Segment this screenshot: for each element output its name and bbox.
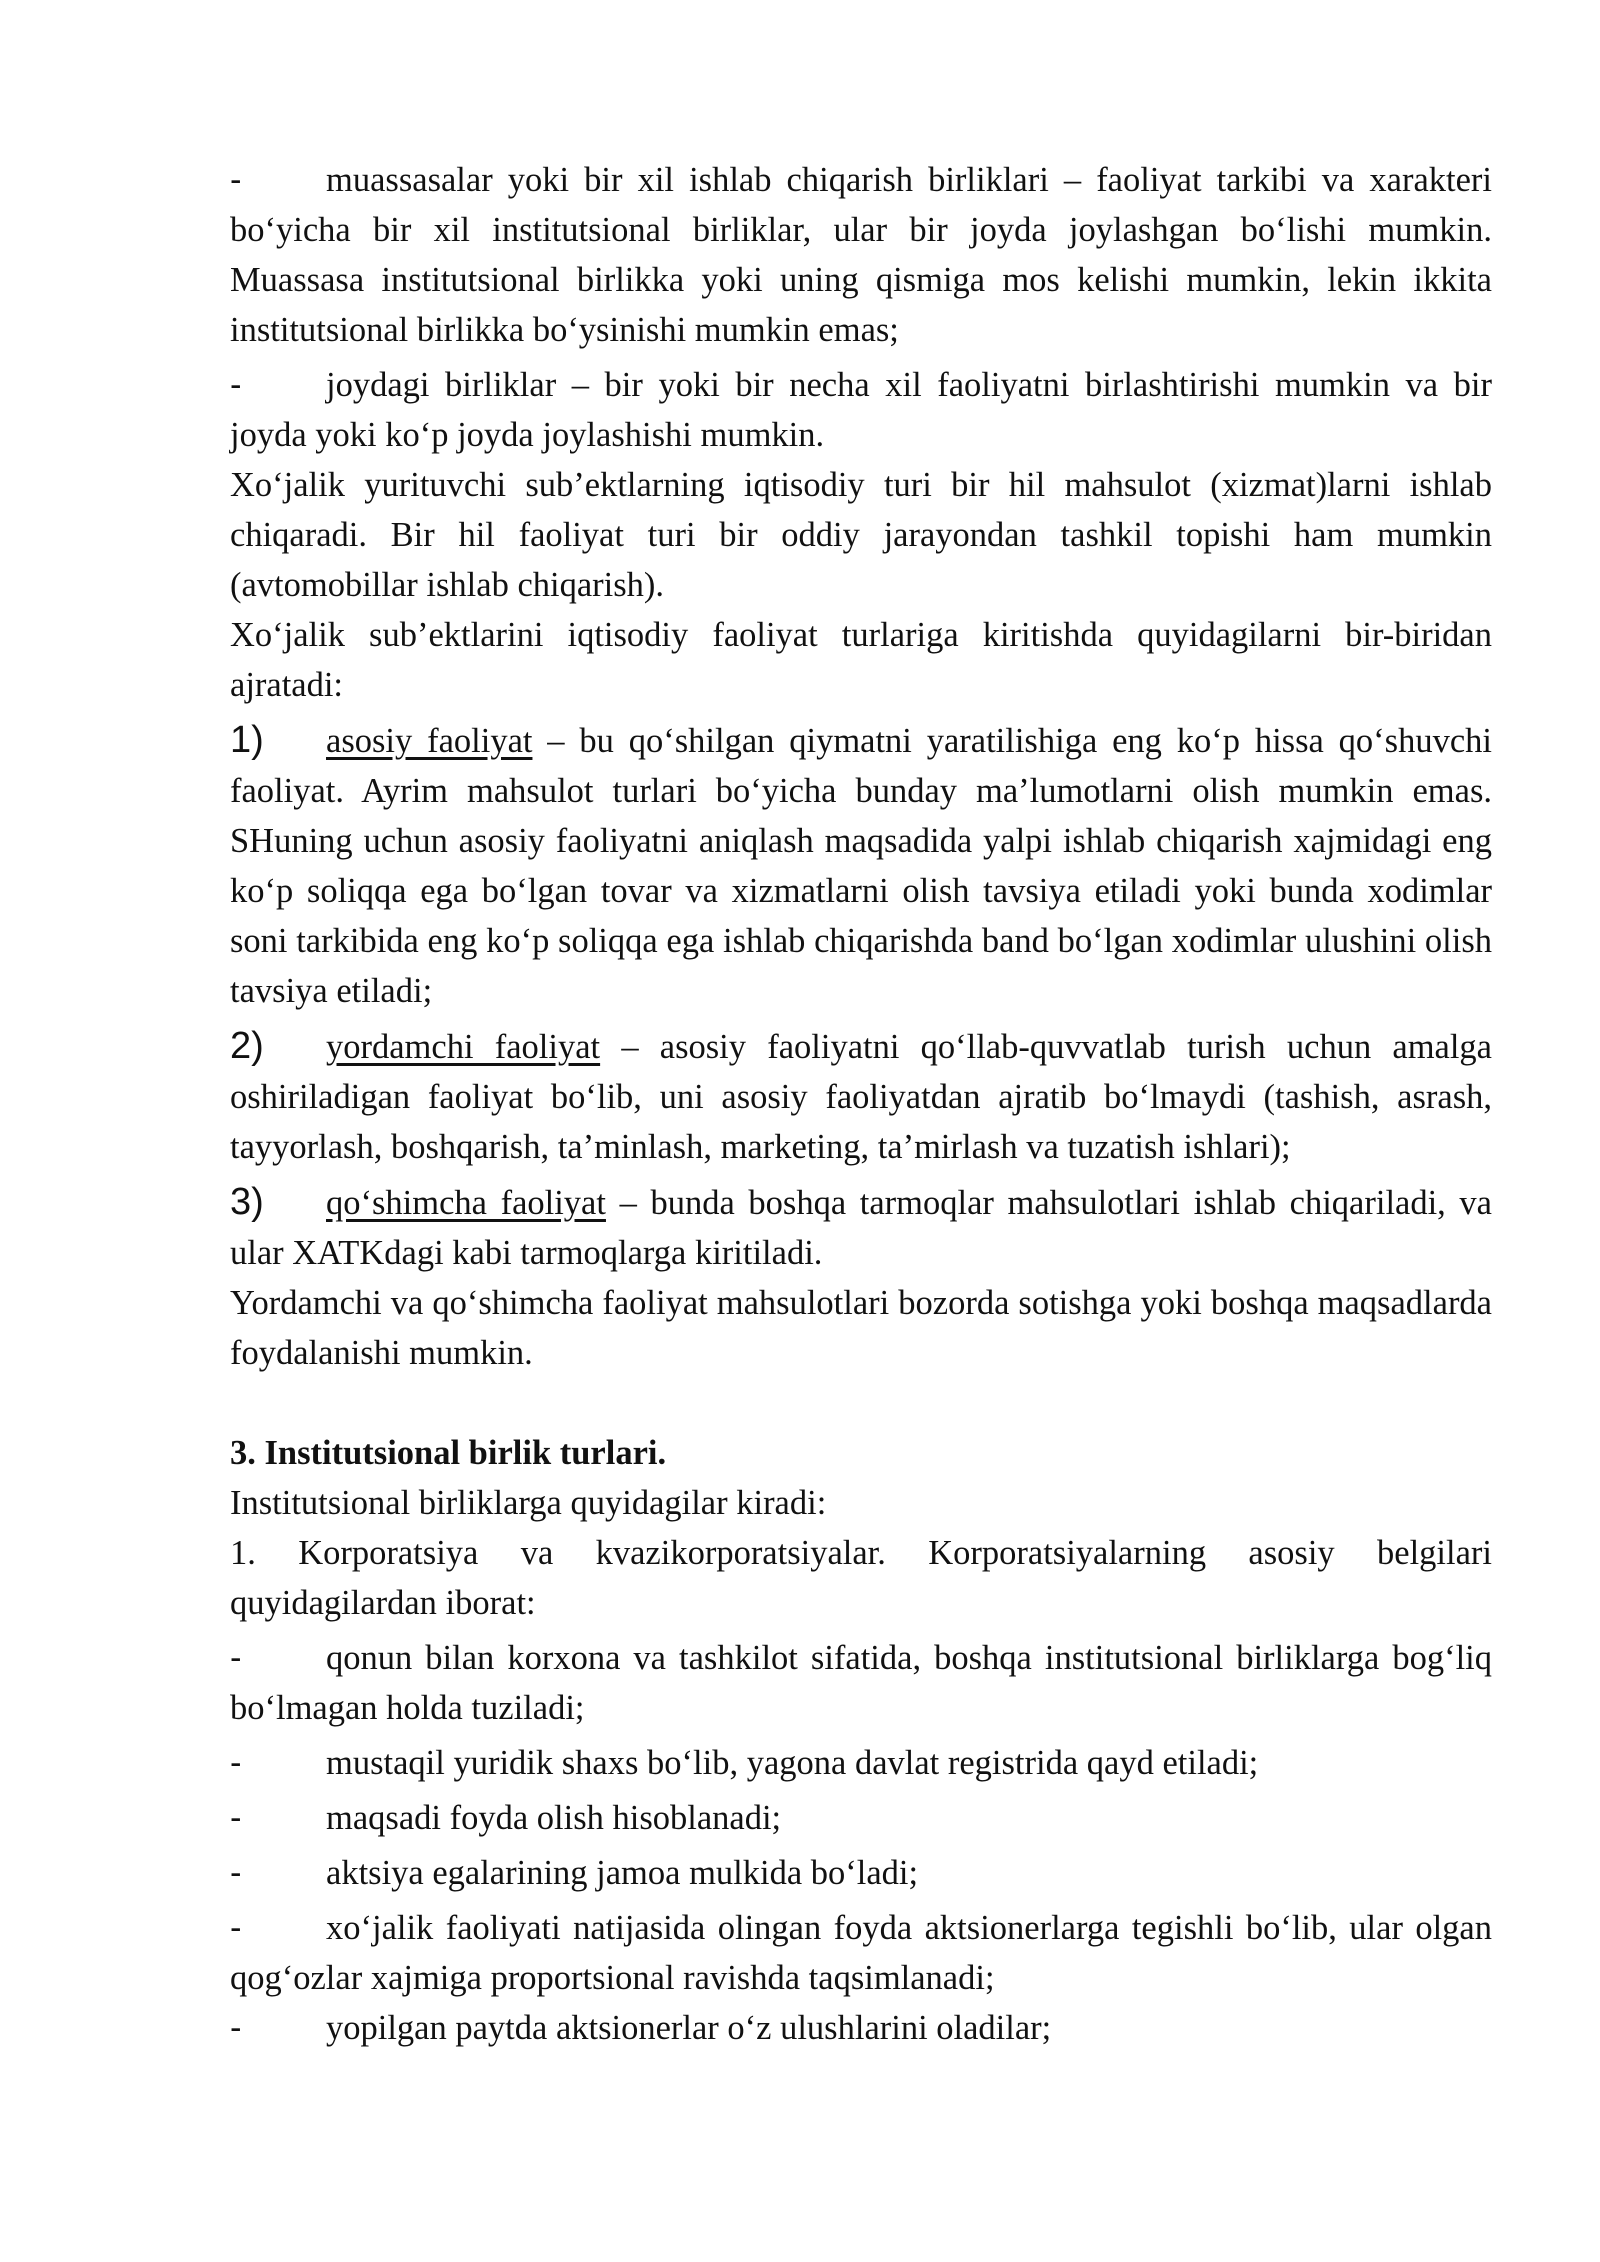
paragraph: Xo‘jalik sub’ektlarini iqtisodiy faoliyat turlariga kiritishda quyidagilarni bir-biridan ajratadi: [230,616,1492,704]
bullet-marker: - [230,1799,242,1837]
bullet-marker: - [230,366,242,404]
bullet-text: qonun bilan korxona va tashkilot sifatida, boshqa institutsional birliklarga bog‘liq bo‘lmagan holda tuziladi; [230,1639,1492,1727]
bullet-item [230,1848,1492,1898]
bullet-text: xo‘jalik faoliyati natijasida olingan foyda aktsionerlarga tegishli bo‘lib, ular olgan qog‘ozlar xajmiga proportsional ravishda taqsimlanadi; [230,1909,1492,1997]
term-underlined: asosiy faoliyat [326,722,533,760]
numbered-text: – bu qo‘shilgan qiymatni yaratilishiga eng ko‘p hissa qo‘shuvchi faoliyat. Ayrim mahsulot turlari bo‘yicha bunday ma’lumotlarni olish mumkin emas. SHuning uchun asosiy faoliyatni aniqlash maqsadida yalpi ishlab chiqarish xajmidagi eng ko‘p soliqqa ega bo‘lgan tovar va xizmatlarni olish tavsiya etiladi yoki bunda xodimlar soni tarkibida eng ko‘p soliqqa ega ishlab chiqarishda band bo‘lgan xodimlar ulushini olish tavsiya etiladi; [230,722,1492,1010]
bullet-item [230,360,1492,460]
numbered-text: – bunda boshqa tarmoqlar mahsulotlari ishlab chiqariladi, va ular XATKdagi kabi tarmoqlarga kiritiladi. [230,1184,1492,1272]
bullet-item [230,1793,1492,1843]
paragraph: Yordamchi va qo‘shimcha faoliyat mahsulotlari bozorda sotishga yoki boshqa maqsadlarda foydalanishi mumkin. [230,1284,1492,1372]
numbered-item [230,715,1492,1016]
numbered-item [230,1177,1492,1278]
bullet-marker: - [230,161,242,199]
bullet-item [230,1738,1492,1788]
paragraph: 1. Korporatsiya va kvazikorporatsiyalar. Korporatsiyalarning asosiy belgilari quyidagilardan iborat: [230,1534,1492,1622]
bullet-item [230,1633,1492,1733]
bullet-marker: - [230,1744,242,1782]
bullet-text: muassasalar yoki bir xil ishlab chiqarish birliklari – faoliyat tarkibi va xarakteri bo‘yicha bir xil institutsional birliklar, ular bir joyda joylashgan bo‘lishi mumkin. Muassasa institutsional birlikka yoki uning qismiga mos kelishi mumkin, lekin ikkita institutsional birlikka bo‘ysinishi mumkin emas; [230,161,1492,349]
number-marker: 3) [230,1181,264,1223]
bullet-text: maqsadi foyda olish hisoblanadi; [326,1799,782,1837]
paragraph: Institutsional birliklarga quyidagilar kiradi: [230,1484,827,1522]
number-marker: 2) [230,1025,264,1067]
document-page [230,155,1492,2053]
spacer [230,1378,1492,1428]
bullet-marker: - [230,1639,242,1677]
bullet-marker: - [230,1854,242,1892]
paragraph: Xo‘jalik yurituvchi sub’ektlarning iqtisodiy turi bir hil mahsulot (xizmat)larni ishlab chiqaradi. Bir hil faoliyat turi bir oddiy jarayondan tashkil topishi ham mumkin (avtomobillar ishlab chiqarish). [230,466,1492,604]
number-marker: 1) [230,719,264,761]
term-underlined: yordamchi faoliyat [326,1028,601,1066]
bullet-text: mustaqil yuridik shaxs bo‘lib, yagona davlat registrida qayd etiladi; [326,1744,1259,1782]
bullet-text: joydagi birliklar – bir yoki bir necha xil faoliyatni birlashtirishi mumkin va bir joyda yoki ko‘p joyda joylashishi mumkin. [230,366,1492,454]
bullet-text: aktsiya egalarining jamoa mulkida bo‘ladi; [326,1854,919,1892]
term-underlined: qo‘shimcha faoliyat [326,1184,606,1222]
bullet-item [230,2003,1492,2053]
bullet-item [230,155,1492,355]
numbered-text: – asosiy faoliyatni qo‘llab-quvvatlab turish uchun amalga oshiriladigan faoliyat bo‘lib, uni asosiy faoliyatdan ajratib bo‘lmaydi (tashish, asrash, tayyorlash, boshqarish, ta’minlash, marketing, ta’mirlash va tuzatish ishlari); [230,1028,1492,1166]
section-heading: 3. Institutsional birlik turlari. [230,1434,667,1472]
bullet-item [230,1903,1492,2003]
bullet-text: yopilgan paytda aktsionerlar o‘z ulushlarini oladilar; [326,2009,1052,2047]
numbered-item [230,1021,1492,1172]
bullet-marker: - [230,2009,242,2047]
bullet-marker: - [230,1909,242,1947]
